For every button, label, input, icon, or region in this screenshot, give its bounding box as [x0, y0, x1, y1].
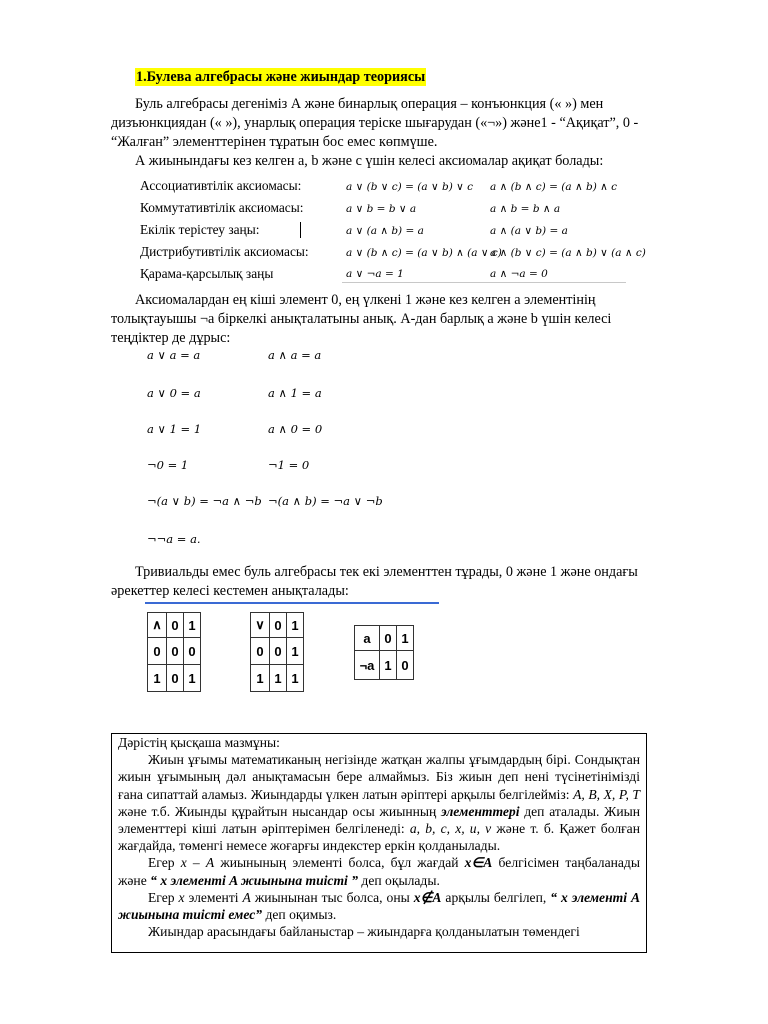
table-row	[251, 638, 304, 665]
table-cell: 0	[251, 638, 270, 665]
table-row	[355, 626, 414, 651]
identity: a ∧ a = a	[268, 348, 322, 362]
axiom-formula: a ∧ (a ∨ b) = a	[490, 225, 568, 237]
table-cell: 0	[270, 638, 287, 665]
axiom-name: Дистрибутивтілік аксиомасы:	[140, 244, 309, 259]
table-row	[251, 613, 304, 638]
min-line-3: теңдіктер де дұрыс:	[111, 330, 231, 346]
identity: ¬¬a = a.	[147, 532, 201, 546]
non-membership-symbol: x∉A	[413, 889, 442, 905]
table-cell: ¬a	[355, 651, 380, 680]
table-row	[251, 665, 304, 692]
axiom-formula: a ∨ b = b ∨ a	[346, 203, 417, 215]
table-row	[148, 665, 201, 692]
text: A	[242, 889, 251, 905]
axiom-formula: a ∧ b = b ∧ a	[490, 203, 561, 215]
identity: ¬(a ∨ b) = ¬a ∧ ¬b	[147, 494, 262, 508]
axiom-formula: a ∨ ¬a = 1	[346, 268, 404, 280]
identity: a ∧ 1 = a	[268, 386, 322, 400]
axiom-formula: a ∧ ¬a = 0	[490, 268, 548, 280]
intro-line-1: Буль алгебрасы дегеніміз А және бинарлық операция – конъюнкция (« ») мен	[135, 96, 604, 112]
intro-line-2: дизъюнкциядан (« »), унарлық операция теріске шығарудан («¬») және1 - “Ақиқат”, 0 -	[111, 115, 639, 131]
table-cell: 1	[397, 626, 414, 651]
table-cell: 1	[184, 613, 201, 638]
axiom-name: Коммутативтілік аксиомасы:	[140, 200, 304, 215]
text: a, b, c, x, u, v	[409, 821, 492, 837]
membership-symbol: x∈A	[464, 855, 493, 871]
identity: ¬(a ∧ b) = ¬a ∨ ¬b	[268, 494, 383, 508]
table-cell: ∧	[148, 613, 167, 638]
table-cell: 0	[167, 613, 184, 638]
identity: a ∨ a = a	[147, 348, 201, 362]
identity: a ∨ 0 = a	[147, 386, 201, 400]
table-cell: a	[355, 626, 380, 651]
table-cell: 1	[287, 638, 304, 665]
identity: ¬1 = 0	[268, 458, 310, 472]
quote: “ x элементі A жиынына тиісті ”	[150, 872, 359, 888]
text: –	[192, 855, 200, 871]
min-line-2: толықтауышы ¬a біркелкі анықталатыны анық. А-дан барлық a және b үшін келесі	[111, 311, 612, 327]
text-cursor	[300, 222, 301, 238]
trivial-line-1: Тривиальды емес буль алгебрасы тек екі элементтен тұрады, 0 және 1 және ондағы	[135, 564, 638, 580]
blue-rule	[145, 602, 439, 604]
text: деп аталады. Жиын элементтері кіші латын әріптерімен белгіленеді:	[118, 803, 641, 837]
table-cell: 0	[397, 651, 414, 680]
axiom-formula: a ∧ (b ∧ c) = (a ∧ b) ∧ c	[490, 181, 618, 193]
table-cell: 1	[287, 665, 304, 692]
summary-paragraph-3	[118, 889, 640, 923]
identity: a ∧ 0 = 0	[268, 422, 323, 436]
text: A	[205, 855, 215, 871]
text: және т. б. Қажет болған жағдайда, төменгі немесе жоғарғы индекстер еркін қолданылады.	[118, 821, 640, 854]
table-cell: 1	[148, 665, 167, 692]
table-cell: 0	[167, 638, 184, 665]
table-cell: 1	[184, 665, 201, 692]
summary-paragraph-4: Жиындар арасындағы байланыстар – жиындарға қолданылатын төмендегі	[148, 924, 580, 940]
table-cell: 1	[380, 651, 397, 680]
identity: a ∨ 1 = 1	[147, 422, 202, 436]
section-heading: 1.Булева алгебрасы және жиындар теориясы	[136, 69, 426, 85]
term: элементтері	[441, 803, 520, 819]
table-cell: 1	[287, 613, 304, 638]
axiom-formula: a ∨ (b ∨ c) = (a ∨ b) ∨ c	[346, 181, 474, 193]
summary-paragraph-1	[118, 751, 640, 854]
axiom-formula: a ∨ (b ∧ c) = (a ∨ b) ∧ (a ∨ c)	[346, 247, 502, 259]
table-cell: 0	[184, 638, 201, 665]
axiom-name: Ассоциативтілік аксиомасы:	[140, 178, 302, 193]
text: жиынынан тыс болса, оны	[254, 889, 410, 905]
lecture-summary-box	[111, 733, 647, 953]
text: Егер	[148, 889, 175, 905]
not-truth-table	[354, 625, 414, 680]
text: x	[178, 889, 185, 905]
divider	[342, 282, 626, 283]
text: және т.б. Жиынды құрайтын нысандар осы жиынның	[118, 803, 437, 819]
text: A, B, X, P, T	[573, 786, 640, 802]
table-row	[355, 651, 414, 680]
axioms-intro: А жиынындағы кез келген a, b және c үшін келесі аксиомалар ақиқат болады:	[135, 153, 604, 169]
summary-title: Дәрістің қысқаша мазмұны:	[118, 735, 280, 750]
table-cell: 0	[148, 638, 167, 665]
quote: “ x элементі A жиынына тиісті емес”	[118, 889, 641, 923]
text: жиынының элементі болса, бұл жағдай	[220, 855, 459, 871]
text: Жиын ұғымы математиканың негізінде жатқан жалпы ұғымдардың бірі. Сондықтан жиын ұғымының дәл анықтамасын бере алмаймыз. Біз жиын деп нені түсінетінімізді ғана сипаттай аламыз. Жиындарды үлкен латын әріптері арқылы белгілейміз:	[118, 752, 640, 802]
table-cell: ∨	[251, 613, 270, 638]
min-line-1: Аксиомалардан ең кіші элемент 0, ең үлкені 1 және кез келген a элементінің	[135, 292, 596, 308]
text: деп оқылады.	[361, 872, 440, 888]
axiom-formula: a ∧ (b ∨ c) = (a ∧ b) ∨ (a ∧ c)	[490, 247, 646, 259]
intro-line-3: “Жалған” элементтерінен тұратын бос емес көпмүше.	[111, 134, 438, 150]
text: элементі	[188, 889, 239, 905]
and-truth-table	[147, 612, 201, 692]
summary-paragraph-2	[118, 854, 640, 888]
text: x	[180, 855, 187, 871]
axiom-name: Қарама-қарсылық заңы	[140, 266, 274, 281]
axiom-name: Екілік терістеу заңы:	[140, 222, 260, 237]
table-cell: 1	[251, 665, 270, 692]
text: арқылы белгілеп,	[445, 889, 547, 905]
identity: ¬0 = 1	[147, 458, 189, 472]
text: Егер	[148, 855, 175, 871]
table-cell: 0	[270, 613, 287, 638]
text: деп оқимыз.	[265, 907, 337, 923]
text: белгісімен таңбаланады және	[118, 855, 640, 888]
axiom-formula: a ∨ (a ∧ b) = a	[346, 225, 424, 237]
or-truth-table	[250, 612, 304, 692]
table-cell: 1	[270, 665, 287, 692]
trivial-line-2: әрекеттер келесі кестемен анықталады:	[111, 583, 349, 599]
table-row	[148, 638, 201, 665]
table-cell: 0	[380, 626, 397, 651]
table-cell: 0	[167, 665, 184, 692]
table-row	[148, 613, 201, 638]
